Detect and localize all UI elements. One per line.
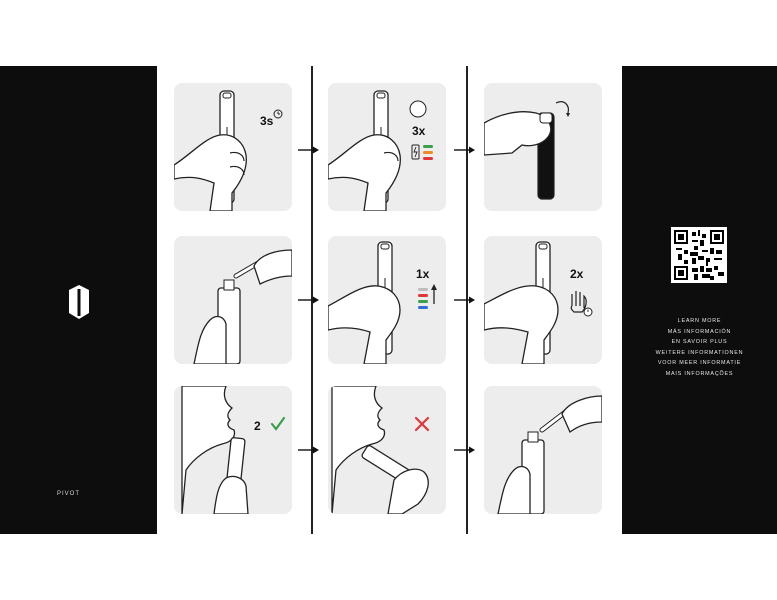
step-tile-7: [174, 386, 292, 514]
learn-more-fr[interactable]: EN SAVOIR PLUS: [671, 339, 728, 345]
led-red-icon: [418, 294, 428, 297]
learn-more-en[interactable]: LEARN MORE: [677, 318, 722, 324]
next-step-arrow-icon: [298, 446, 320, 454]
cross-icon: [416, 418, 428, 430]
learn-more-list: [630, 316, 769, 379]
device-hold-illustration: [174, 83, 292, 211]
step-tile-9: [484, 386, 602, 514]
step-tile-2: [328, 83, 446, 211]
learn-more-de[interactable]: WEITERE INFORMATIONEN: [655, 349, 744, 356]
learn-more-pt[interactable]: MAIS INFORMAÇÕES: [665, 370, 734, 377]
next-step-arrow-icon: [298, 146, 320, 154]
qr-code[interactable]: [671, 227, 727, 283]
clock-icon: [274, 110, 282, 118]
step-tile-1: [174, 83, 292, 211]
step-7-label: 2: [254, 419, 261, 433]
step-tile-8: [328, 386, 446, 514]
step-6-label: 2x: [570, 267, 584, 281]
step-tile-6: [484, 236, 602, 364]
step-tile-3: [484, 83, 602, 211]
step-5-label: 1x: [416, 267, 430, 281]
device-detail-icon: [410, 101, 426, 117]
next-step-arrow-icon: [454, 146, 476, 154]
check-icon: [272, 418, 284, 429]
led-orange-icon: [423, 151, 433, 154]
led-green-icon: [418, 300, 428, 303]
next-step-arrow-icon: [298, 296, 320, 304]
led-red-icon: [423, 157, 433, 160]
led-gray-icon: [418, 288, 428, 291]
step-tile-5: [328, 236, 446, 364]
instruction-sheet: [0, 66, 777, 534]
brand-name: PIVOT: [57, 491, 81, 497]
learn-more-nl[interactable]: VOOR MEER INFORMATIE: [657, 360, 742, 366]
learn-more-es[interactable]: MÁS INFORMACIÓN: [667, 328, 732, 335]
qr-code-icon: [674, 230, 724, 280]
led-green-icon: [423, 145, 433, 148]
next-step-arrow-icon: [454, 446, 476, 454]
next-step-arrow-icon: [454, 296, 476, 304]
brand-logo-icon: [66, 282, 92, 322]
info-panel: [622, 66, 777, 534]
step-2-label: 3x: [412, 124, 426, 138]
step-tile-4: [174, 236, 292, 364]
cap-rotate-icon: [556, 102, 570, 117]
battery-icon: [412, 145, 419, 159]
pod-remove-icon: [484, 386, 602, 514]
led-blue-icon: [418, 306, 428, 309]
pod-insert-icon: [174, 236, 292, 364]
step-1-label: 3s: [260, 114, 274, 128]
hand-icon: [571, 291, 592, 316]
puff-up-icon: [431, 284, 437, 304]
